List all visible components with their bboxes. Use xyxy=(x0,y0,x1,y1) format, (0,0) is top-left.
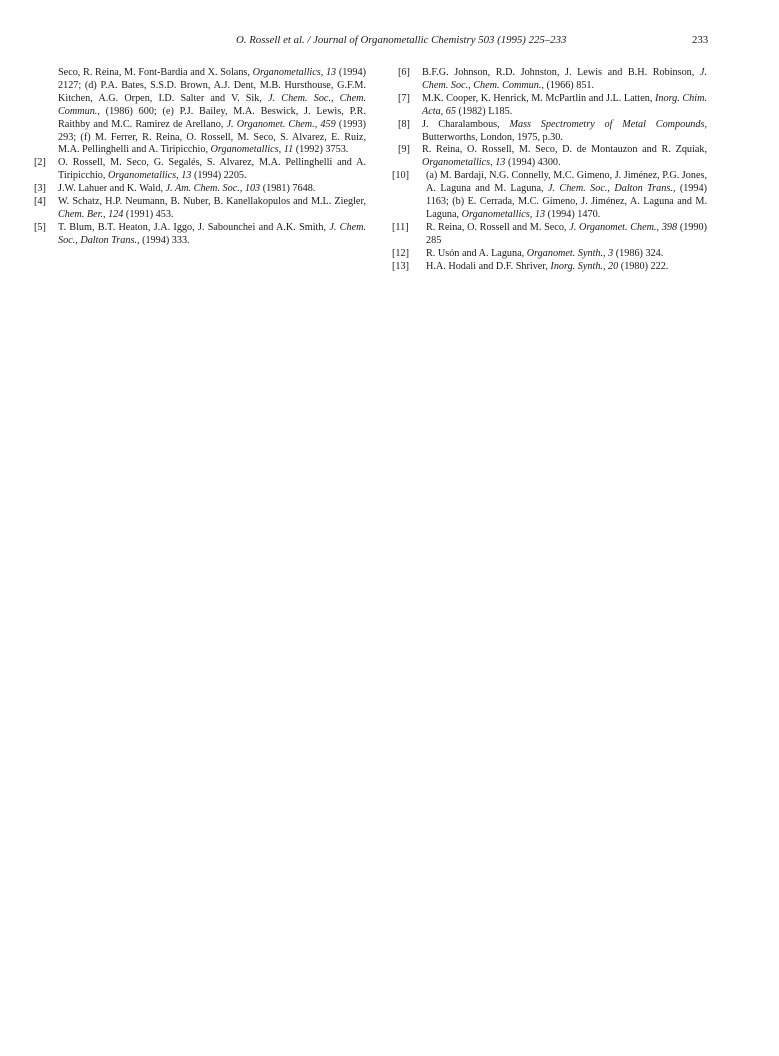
citation-source: Organometallics, 13 xyxy=(252,67,337,78)
reference-number: [8] xyxy=(398,118,410,130)
citation-source: J. Am. Chem. Soc., 103 xyxy=(165,183,261,195)
citation-source: Organometallics, 13 xyxy=(422,157,506,169)
references-left-column xyxy=(34,67,366,248)
citation-text: (1982) L185. xyxy=(455,105,513,117)
reference-number: [13] xyxy=(392,260,409,272)
citation-text: H.A. Hodali and D.F. Shriver, xyxy=(426,260,551,272)
reference-entry xyxy=(398,67,707,93)
reference-number: [9] xyxy=(398,144,410,156)
reference-entry xyxy=(392,221,707,248)
reference-number: [3] xyxy=(34,183,46,195)
reference-entry xyxy=(34,183,366,196)
citation-text: , Butterworths, London, 1975, p.30. xyxy=(422,118,707,143)
citation-source: J. Chem. Soc., Chem. Commun. xyxy=(58,92,366,117)
citation-text: , (1994) 1163; (b) E. Cerrada, M.C. Gimeno, J. Jiménez, A. Laguna and M. Laguna, xyxy=(426,183,707,220)
citation-source: Organometallics, 13 xyxy=(461,208,546,220)
citation-source: Chem. Ber., 124 xyxy=(58,208,124,220)
reference-entry xyxy=(34,196,366,222)
reference-entry xyxy=(398,119,707,145)
citation-text: J. Charalambous, xyxy=(422,118,510,130)
reference-number: [5] xyxy=(34,221,46,233)
citation-text: O. Rossell, M. Seco, G. Segalés, S. Alvarez, M.A. Pellinghelli and A. Tiripicchio, xyxy=(58,157,366,182)
reference-entry xyxy=(392,260,707,274)
page-header xyxy=(0,34,779,50)
reference-number: [2] xyxy=(34,157,46,169)
citation-text: B.F.G. Johnson, R.D. Johnston, J. Lewis and B.H. Robinson, xyxy=(422,67,700,78)
citation-text: T. Blum, B.T. Heaton, J.A. Iggo, J. Sabounchei and A.K. Smith, xyxy=(58,221,330,233)
reference-entry xyxy=(392,170,707,222)
citation-text: (1990) 285 xyxy=(426,221,707,246)
citation-text: R. Usón and A. Laguna, xyxy=(426,247,527,259)
reference-number: [11] xyxy=(392,221,409,233)
citation-text: , (1986) 600; (e) P.J. Bailey, M.A. Beswick, J. Lewis, P.R. Raithby and M.C. Ramirez de Arellano, xyxy=(58,105,366,130)
citation-source: J. Chem. Soc., Dalton Trans. xyxy=(58,221,366,246)
page-number: 233 xyxy=(692,34,709,46)
citation-text: Seco, R. Reina, M. Font-Bardia and X. Solans, xyxy=(58,67,253,78)
citation-text: (a) M. Bardají, N.G. Connelly, M.C. Gimeno, J. Jiménez, P.G. Jones, A. Laguna and M. Laguna, xyxy=(426,170,707,195)
citation-source: J. Chem. Soc., Dalton Trans. xyxy=(547,183,673,195)
citation-text: M.K. Cooper, K. Henrick, M. McPartlin and J.L. Latten, xyxy=(422,92,655,104)
reference-entry xyxy=(392,247,707,261)
references-right-column xyxy=(392,67,707,274)
citation-source: Inorg. Synth., 20 xyxy=(550,260,619,272)
citation-text: J.W. Lahuer and K. Wald, xyxy=(58,183,166,195)
reference-entry xyxy=(34,157,366,183)
citation-text: (1992) 3753. xyxy=(293,144,349,156)
citation-text: (1994) 4300. xyxy=(505,157,561,169)
citation-text: (1986) 324. xyxy=(613,247,664,259)
citation-source: Organometallics, 11 xyxy=(210,144,294,156)
reference-number: [7] xyxy=(398,92,410,104)
citation-text: W. Schatz, H.P. Neumann, B. Nuber, B. Kanellakopulos and M.L. Ziegler, xyxy=(58,196,366,208)
citation-text: (1991) 453. xyxy=(123,208,174,220)
citation-source: J. Chem. Soc., Chem. Commun. xyxy=(422,67,707,91)
running-head: O. Rossell et al. / Journal of Organometallic Chemistry 503 (1995) 225–233 xyxy=(236,34,567,46)
citation-source: Organometallics, 13 xyxy=(108,170,192,182)
citation-source: J. Organomet. Chem., 459 xyxy=(226,118,336,130)
citation-text: R. Reina, O. Rossell and M. Seco, xyxy=(426,221,570,233)
citation-source: J. Organomet. Chem., 398 xyxy=(569,221,678,233)
citation-source: Organomet. Synth., 3 xyxy=(526,247,614,259)
citation-source: Inorg. Chim. Acta, 65 xyxy=(422,92,707,117)
citation-text: (1981) 7648. xyxy=(260,183,316,195)
reference-entry xyxy=(34,67,366,157)
reference-number: [6] xyxy=(398,67,410,78)
reference-entry xyxy=(34,222,366,248)
reference-number: [4] xyxy=(34,196,46,208)
reference-number: [12] xyxy=(392,247,409,259)
citation-text: , (1966) 851. xyxy=(541,79,595,91)
citation-text: (1993) 293; (f) M. Ferrer, R. Reina, O. Rossell, M. Seco, S. Alvarez, E. Ruiz, M.A. Pellinghelli and A. Tiripicchio, xyxy=(58,118,366,156)
reference-number: [10] xyxy=(392,170,409,182)
reference-entry xyxy=(398,144,707,170)
citation-text: R. Reina, O. Rossell, M. Seco, D. de Montauzon and R. Zquiak, xyxy=(422,144,707,156)
citation-text: (1994) 2205. xyxy=(191,170,247,182)
reference-entry xyxy=(398,93,707,119)
citation-source: Mass Spectrometry of Metal Compounds xyxy=(509,118,705,130)
citation-text: (1980) 222. xyxy=(618,260,669,272)
citation-text: , (1994) 333. xyxy=(136,234,190,246)
citation-text: (1994) 2127; (d) P.A. Bates, S.S.D. Brown, A.J. Dent, M.B. Hursthouse, G.F.M. Kitchen, A.G. Orpen, I.D. Salter and V. Sik, xyxy=(58,67,366,104)
citation-text: (1994) 1470. xyxy=(545,208,601,220)
